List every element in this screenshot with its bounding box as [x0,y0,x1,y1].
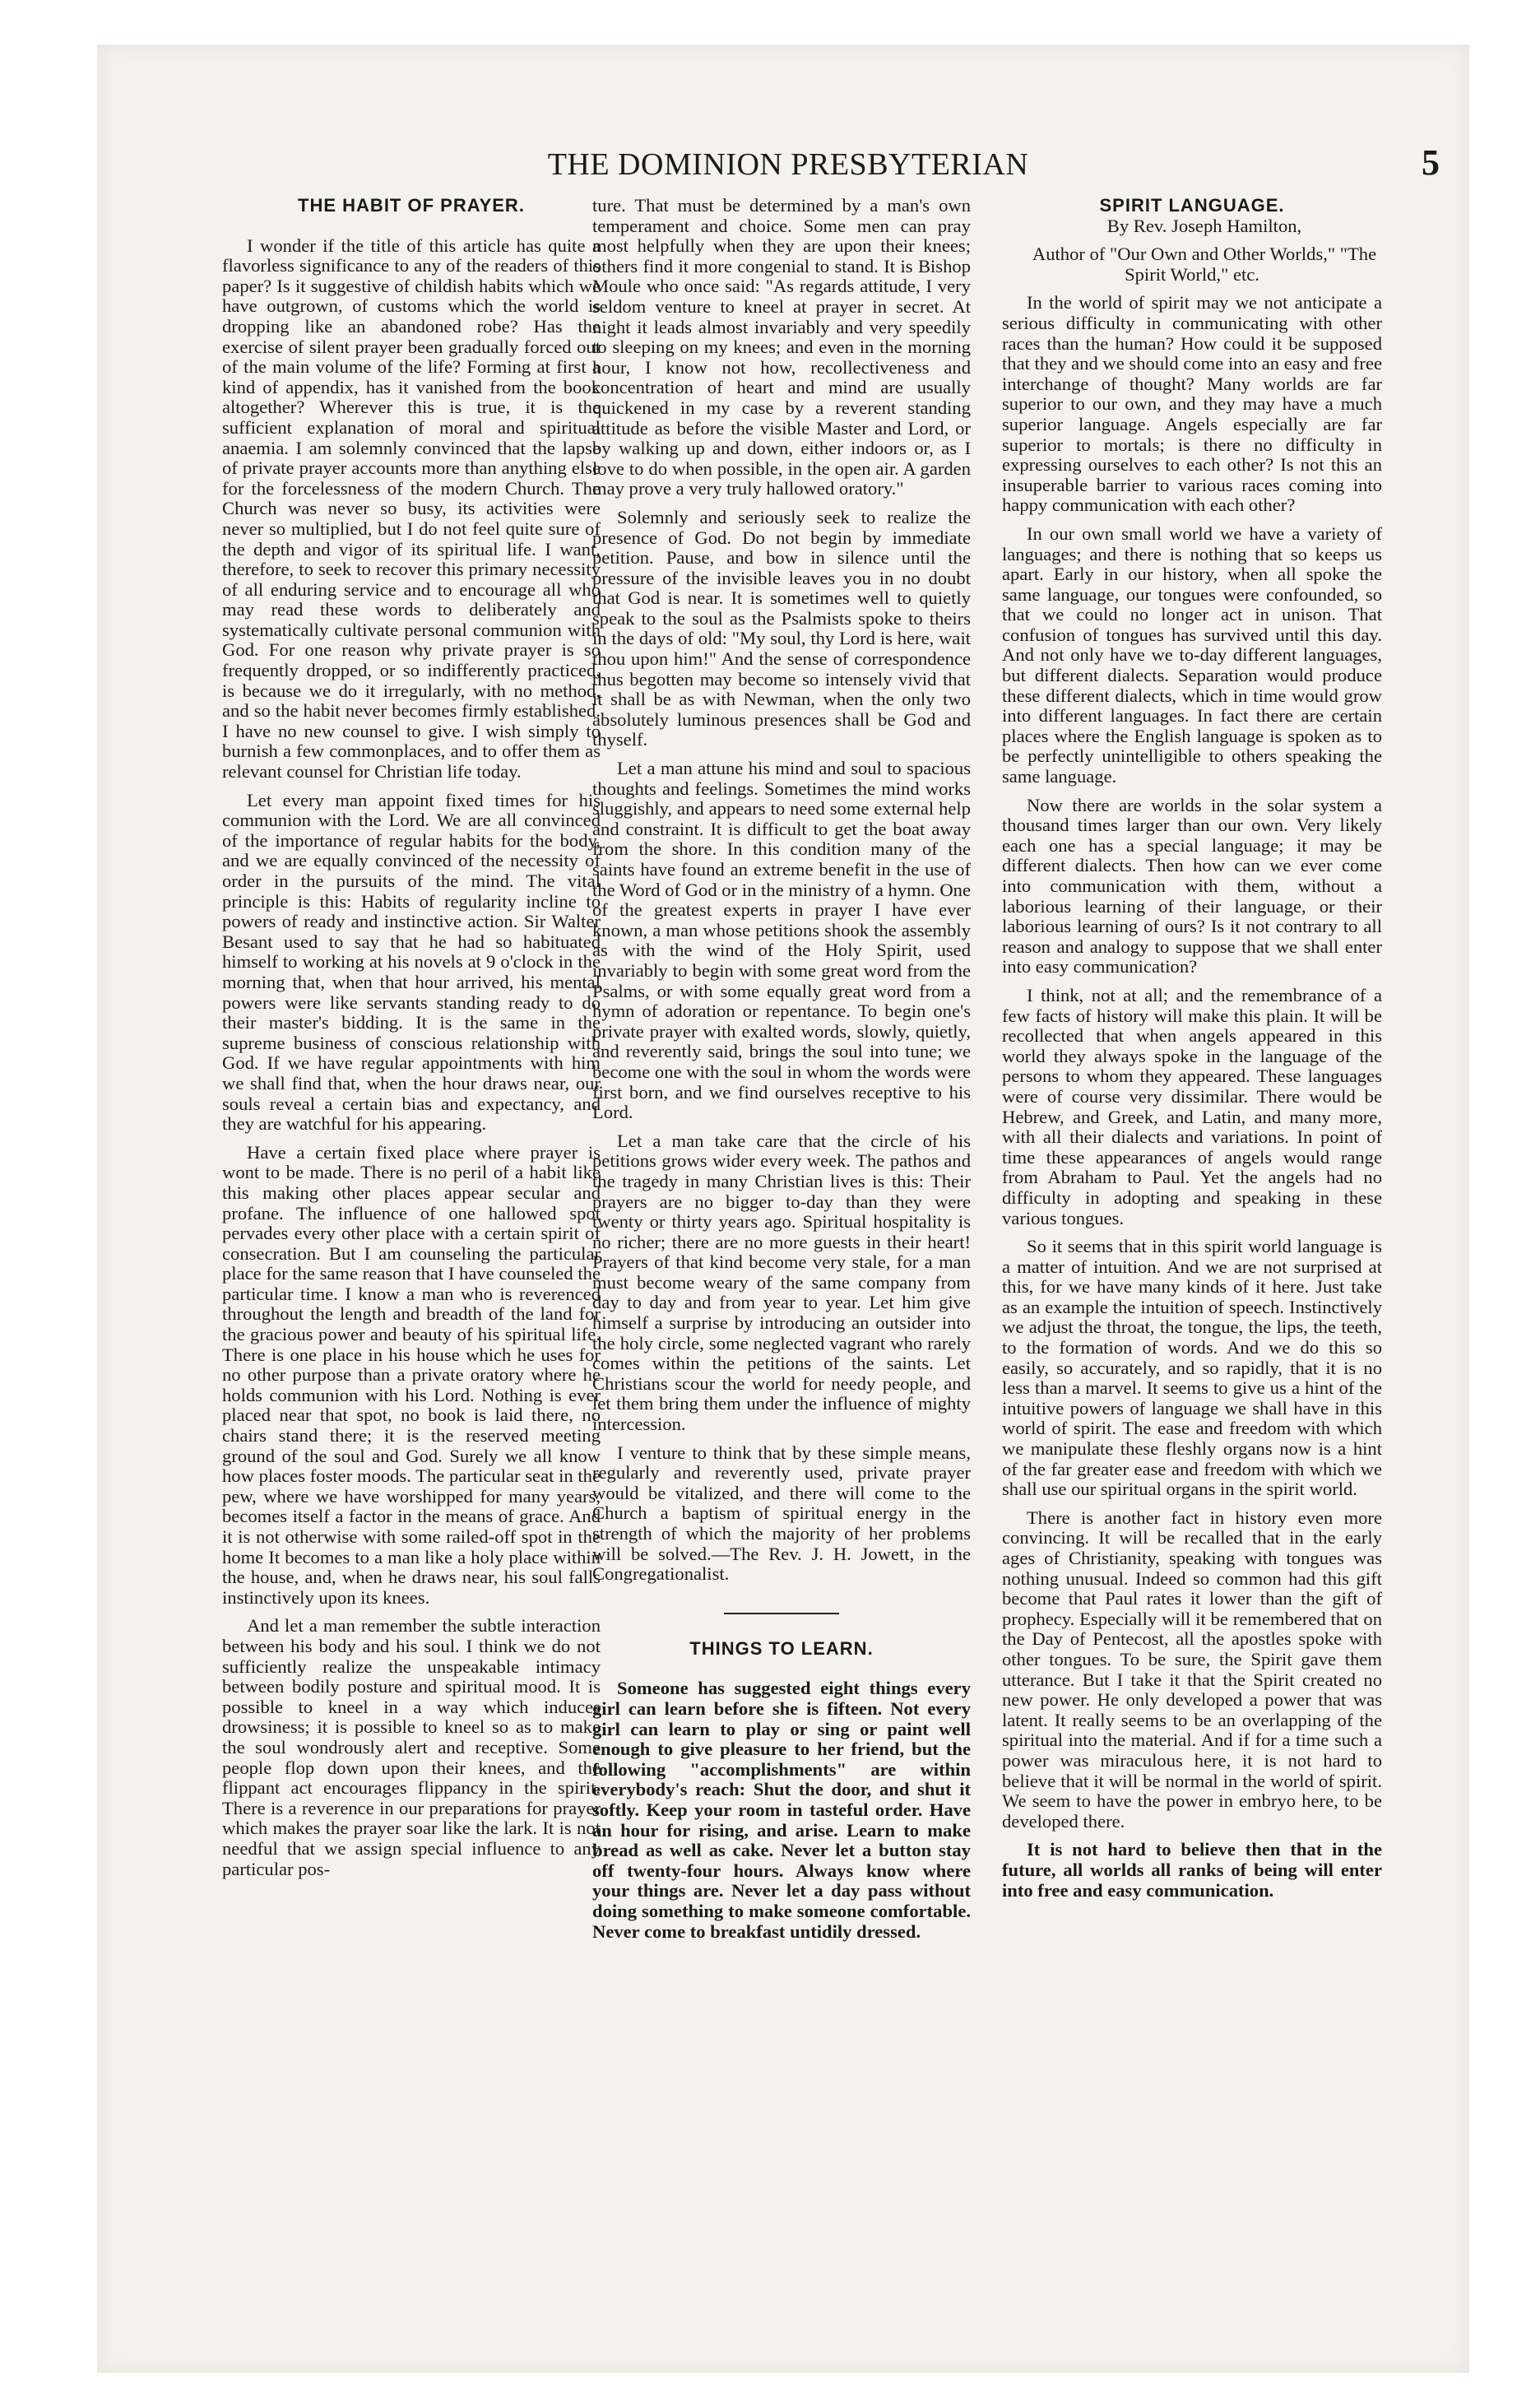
column-1 [222,196,601,1888]
column-3 [1002,196,1382,1909]
article-paragraph: I think, not at all; and the remembrance of a few facts of history will make this plain. It will be recollected that when angels appeared in this world they always spoke in the language of the persons to whom they appeared. These languages were of course very dissimilar. There would be Hebrew, and Greek, and Latin, and many more, with all their dialects and variations. In point of time these appearances of angels would range from Abraham to Paul. Yet the angels had no difficulty in adopting and speaking in these various tongues. [1002,984,1382,1228]
article-paragraph: Let a man take care that the circle of his petitions grows wider every week. The pathos and the tragedy in many Christian lives is this: Their prayers are no bigger to-day than they were twenty or thirty years ago. Spiritual hospitality is no richer; there are no more guests in their heart! Prayers of that kind become very stale, for a man must become weary of the same company from day to day and from year to year. Let him give himself a surprise by introducing an outsider into the holy circle, some neglected vagrant who rarely comes within the petitions of the saints. Let Christians scour the world for needy people, and let them bring them under the influence of mighty intercession. [592,1130,971,1435]
article-paragraph: Now there are worlds in the solar system a thousand times larger than our own. Very likely each one has a special language; it may be different dialects. Then how can we ever come into communication with them, without a laborious learning of their language, or their laborious learning of ours? Is it not contrary to all reason and analogy to suppose that we shall enter into easy communication? [1002,794,1382,977]
article-paragraph: Let a man attune his mind and soul to spacious thoughts and feelings. Sometimes the mind works sluggishly, and appears to need some external help and constraint. It is difficult to get the boat away from the shore. In this condition many of the saints have found an extreme benefit in the use of the Word of God or in the ministry of a hymn. One of the greatest experts in prayer I have ever known, a man whose petitions shook the assembly as with the wind of the Holy Spirit, used invariably to begin with some great word from the Psalms, or with some equally great word from a hymn of adoration or repentance. To begin one's private prayer with exalted words, slowly, quietly, and reverently said, brings the soul into tune; we become one with the soul in whom the words were first born, and we find ourselves receptive to his Lord. [592,758,971,1123]
article-title-things-to-learn: THINGS TO LEARN. [689,1637,874,1659]
publication-title: THE DOMINION PRESBYTERIAN [547,147,1029,182]
article-paragraph: Solemnly and seriously seek to realize the presence of God. Do not begin by immediate petition. Pause, and bow in silence until the pressure of the invisible leaves you in no doubt that God is near. It is sometimes well to quietly speak to the soul as the Psalmists spoke to theirs in the days of old: "My soul, thy Lord is here, wait thou upon him!" And the sense of correspondence thus begotten may become so intensely vivid that it shall be as with Newman, when the only two absolutely luminous presences shall be God and thyself. [592,506,971,750]
page-header [97,142,1469,196]
article-paragraph: I venture to think that by these simple means, regularly and reverently used, private prayer would be vitalized, and there will come to the Church a baptism of spiritual energy in the strength of which the majority of her problems will be solved.—The Rev. J. H. Jowett, in the Congregationalist. [592,1442,971,1585]
article-paragraph: Someone has suggested eight things every girl can learn before she is fifteen. Not every girl can learn to play or sing or paint well enough to give pleasure to her friend, but the following "accomplishments" are within everybody's reach: Shut the door, and shut it softly. Keep your room in tasteful order. Have an hour for rising, and arise. Learn to make bread as well as cake. Never let a button stay off twenty-four hours. Always know where your things are. Never let a day pass without doing something to make someone comfortable. Never come to breakfast untidily dressed. [592,1678,971,1942]
article-paragraph: So it seems that in this spirit world language is a matter of intuition. And we are not surprised at this, for we have many kinds of it here. Just take as an example the intuition of speech. Instinctively we adjust the throat, the tongue, the lips, the teeth, to the formation of words. And we do this so easily, so accurately, and so rapidly, that it is no less than a marvel. It seems to give us a hint of the intuitive powers of language we shall have in this world of spirit. The ease and freedom with which we manipulate these fleshly organs now is a hint of the far greater ease and freedom with which we shall use our spiritual organs in the spirit world. [1002,1236,1382,1500]
article-title-spirit-language: SPIRIT LANGUAGE. [1099,195,1285,216]
page-number: 5 [1422,142,1440,183]
article-paragraph: I wonder if the title of this article has quite a flavorless significance to any of the readers of this paper? Is it suggestive of childish habits which we have outgrown, of customs which the world is dropping like an abandoned robe? Has the exercise of silent prayer been gradually forced out of the main volume of the life? Forming at first a kind of appendix, has it vanished from the book altogether? Wherever this is true, it is the sufficient explanation of moral and spiritual anaemia. I am solemnly convinced that the lapse of private prayer accounts more than anything else for the forcelessness of the modern Church. The Church was never so busy, its activities were never so multiplied, but I do not feel quite sure of the depth and vigor of its spiritual life. I want, therefore, to seek to recover this primary necessity of all enduring service and to encourage all who may read these words to deliberately and systematically cultivate personal communion with God. For one reason why private prayer is so frequently dropped, or so indifferently practiced, is because we do it irregularly, with no method, and so the habit never becomes firmly established. I have no new counsel to give. I wish simply to burnish a few commonplaces, and to offer them as relevant counsel for Christian life today. [222,234,601,782]
article-paragraph: There is another fact in history even more convincing. It will be recalled that in the early ages of Christianity, speaking with tongues was nothing unusual. Indeed so common had this gift become that Paul rates it lower than the gift of prophecy. Especially will it be remembered that on the Day of Pentecost, all the apostles spoke with other tongues. To be sure, the Spirit gave them utterance. But I take it that the Spirit created no new power. He only developed a power that was latent. It really seems to be an overlapping of the spiritual into the material. And if for a time such a power was miraculous here, it is not hard to believe that it will be normal in the world of spirit. We seem to have the power in embryo here, to be developed there. [1002,1507,1382,1832]
article-paragraph: In our own small world we have a variety of languages; and there is nothing that so keeps us apart. Early in our history, when all spoke the same language, our tongues were confounded, so that we could no longer act in unison. That confusion of tongues has survived until this day. And not only have we to-day different languages, but different dialects. Separation would produce these different dialects, which in time would grow into different languages. In fact there are certain places where the English language is spoken as to be perfectly unintelligible to others speaking the same language. [1002,522,1382,787]
article-paragraph: Have a certain fixed place where prayer is wont to be made. There is no peril of a habit like this making other places appear secular and profane. The influence of one hallowed spot pervades every other place with a certain spirit of consecration. But I am counseling the particular place for the same reason that I have counseled the particular time. I know a man who is reverenced throughout the length and breadth of the land for the gracious power and beauty of his spiritual life. There is one place in his house which he uses for no other purpose than a private oratory where he holds communion with his Lord. Nothing is ever placed near that spot, no book is laid there, no chairs stand there; it is the reserved meeting ground of the soul and God. Surely we all know how places foster moods. The particular seat in the pew, where we have worshipped for many years, becomes itself a factor in the means of grace. And it is not otherwise with some railed-off spot in the home It becomes to a man like a holy place within the house, and, when he draws near, his soul falls instinctively upon its knees. [222,1141,601,1608]
article-paragraph-continued: ture. That must be determined by a man's own temperament and choice. Some men can pray most helpfully when they are upon their knees; others find it more congenial to stand. It is Bishop Moule who once said: "As regards attitude, I very seldom venture to kneel at prayer in secret. At night it leads almost invariably and very speedily to sleeping on my knees; and even in the morning hour, I know not how, recollectiveness and concentration of heart and mind are usually quickened in my case by a reverent standing attitude as before the visible Master and Lord, or by walking up and down, either indoors or, as I love to do when possible, in the open air. A garden may prove a very truly hallowed oratory." [592,195,971,499]
column-2 [592,196,971,1950]
article-author-credits: Author of "Our Own and Other Worlds," "The Spirit World," etc. [1032,244,1377,285]
article-paragraph: Let every man appoint fixed times for his communion with the Lord. We are all convinced of the importance of regular habits for the body, and we are equally convinced of the necessity of order in the pursuits of the mind. The vital principle is this: Habits of regularity incline to powers of ready and instinctive action. Sir Walter Besant used to say that he had so habituated himself to working at his novels at 9 o'clock in the morning that, when that hour arrived, his mental powers were like servants standing ready to do their master's bidding. It is the same in the supreme business of conscious relationship with God. If we have regular appointments with him we shall find that, when the hour draws near, our souls reveal a certain bias and expectancy, and they are watchful for his appearing. [222,789,601,1135]
article-paragraph: In the world of spirit may we not anticipate a serious difficulty in communicating with other races than the human? How could it be supposed that they and we should come into an easy and free interchange of thought? Many worlds are far superior to our own, and they may have a much superior language. Angels especially are far superior to mortals; is there no difficulty in expressing ourselves to each other? Is not this an insuperable barrier to various races coming into happy communication with each other? [1002,292,1382,516]
article-byline: By Rev. Joseph Hamilton, [1106,215,1302,236]
article-paragraph: And let a man remember the subtle interaction between his body and his soul. I think we do not sufficiently realize the unspeakable intimacy between bodily posture and spiritual mood. It is possible to kneel in a way which induces drowsiness; it is possible to kneel so as to make the soul wondrously alert and receptive. Some people flop down upon their knees, and the flippant act encourages flippancy in the spirit. There is a reverence in our preparations for prayer which makes the prayer soar like the lark. It is not needful that we assign special influence to any particular pos- [222,1615,601,1879]
article-title-habit-of-prayer: THE HABIT OF PRAYER. [298,195,525,216]
article-paragraph: It is not hard to believe then that in the future, all worlds all ranks of being will enter into free and easy communication. [1002,1839,1382,1901]
section-divider [724,1613,839,1614]
